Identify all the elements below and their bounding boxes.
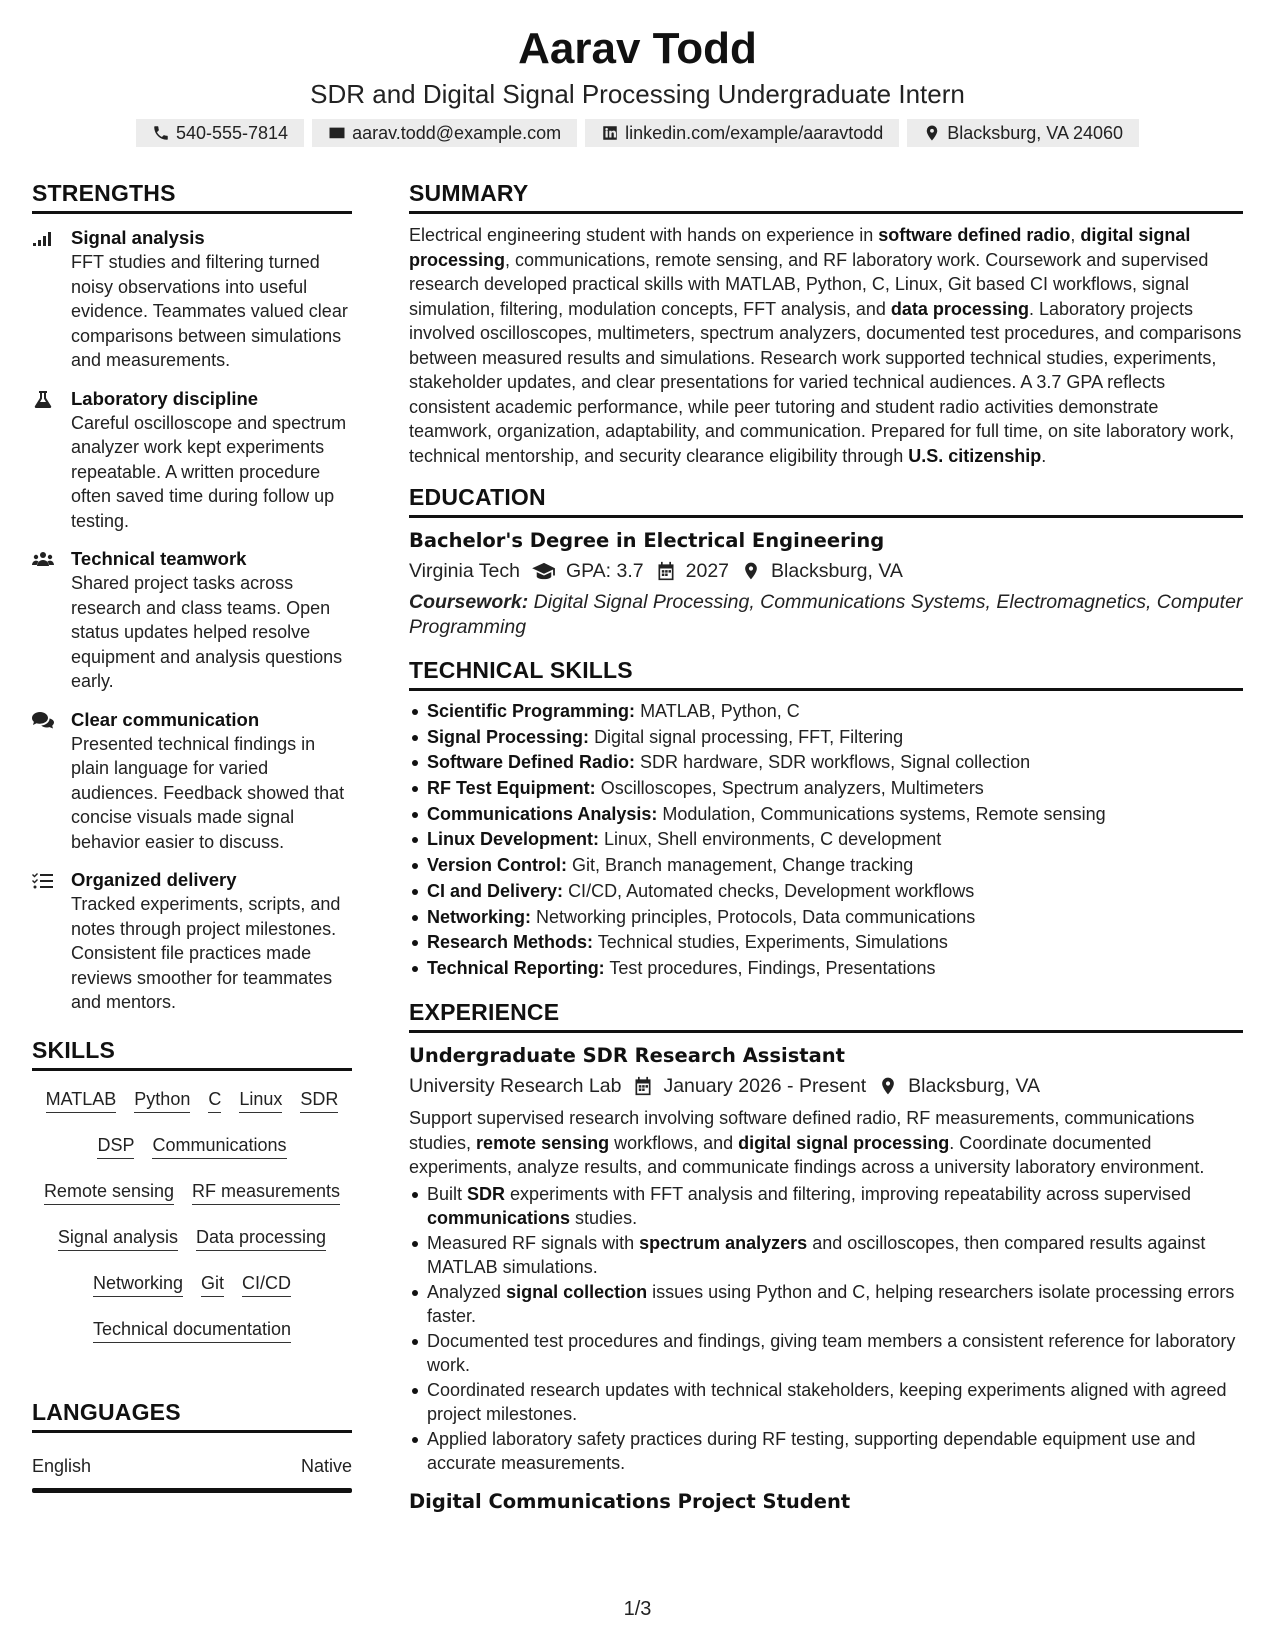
candidate-name: Aarav Todd <box>518 24 757 73</box>
technical-skill-item <box>409 879 1243 904</box>
skill-values: Oscilloscopes, Spectrum analyzers, Multimeters <box>600 778 984 799</box>
signal-bars-icon <box>32 229 54 247</box>
page-number: 1/3 <box>623 1598 652 1620</box>
coursework-list: Digital Signal Processing, Communications Systems, Electromagnetics, Computer Programming <box>409 591 1243 638</box>
skill-tag: SDR <box>300 1088 338 1113</box>
skill-values: Modulation, Communications systems, Remote sensing <box>662 803 1106 824</box>
skill-category: Technical Reporting: <box>427 957 605 978</box>
skill-values: Networking principles, Protocols, Data communications <box>536 906 976 927</box>
skill-tag: DSP <box>97 1134 134 1159</box>
contact-location <box>907 119 1139 147</box>
skill-category: Signal Processing: <box>427 726 590 747</box>
users-icon <box>32 550 54 568</box>
strength-title: Organized delivery <box>71 869 237 890</box>
email-text: aarav.todd@example.com <box>352 122 562 143</box>
skill-tag: Networking <box>93 1272 183 1297</box>
skill-values: Linux, Shell environments, C development <box>604 829 942 850</box>
skill-values: Technical studies, Experiments, Simulations <box>597 932 948 953</box>
technical-skill-item <box>409 750 1243 775</box>
language-level-bar <box>32 1488 352 1493</box>
technical-skills-section <box>409 655 1243 980</box>
job-title: Undergraduate SDR Research Assistant <box>409 1044 845 1068</box>
technical-skill-item <box>409 905 1243 930</box>
linkedin-text: linkedin.com/example/aaravtodd <box>625 122 884 143</box>
graduation-year: 2027 <box>685 560 730 582</box>
job-location: Blacksburg, VA <box>908 1075 1041 1098</box>
job-entry <box>409 1042 1243 1476</box>
map-pin-icon <box>923 124 941 142</box>
skill-tag: Python <box>134 1088 190 1113</box>
skill-values: Git, Branch management, Change tracking <box>572 855 914 876</box>
left-column <box>32 178 352 1493</box>
skill-tag: Communications <box>152 1134 286 1159</box>
school-name: Virginia Tech <box>409 560 520 582</box>
job-bullet: Analyzed signal collection issues using Python and C, helping researchers isolate processing errors faster. <box>409 1280 1243 1329</box>
right-column <box>409 178 1243 1516</box>
contact-bar <box>0 119 1275 147</box>
job-dates: January 2026 - Present <box>663 1075 867 1098</box>
technical-skill-item <box>409 930 1243 955</box>
job-meta <box>409 1071 1243 1101</box>
technical-skill-item <box>409 699 1243 724</box>
job-bullet: Applied laboratory safety practices during RF testing, supporting dependable equipment use and accurate measurements. <box>409 1427 1243 1476</box>
school-location: Blacksburg, VA <box>771 560 903 582</box>
comments-icon <box>32 711 54 729</box>
skill-tag: RF measurements <box>192 1180 340 1205</box>
skill-category: Networking: <box>427 906 532 927</box>
strength-description: FFT studies and filtering turned noisy observations into useful evidence. Teammates valued clear comparisons between simulations and measurements. <box>71 252 348 370</box>
languages-list <box>32 1455 352 1493</box>
technical-skill-item <box>409 725 1243 750</box>
linkedin-icon <box>601 124 619 142</box>
technical-skill-item <box>409 776 1243 801</box>
skill-tag: Remote sensing <box>44 1180 174 1205</box>
skill-category: Linux Development: <box>427 829 600 850</box>
contact-email <box>312 119 577 147</box>
job-bullet: Coordinated research updates with technical stakeholders, keeping experiments aligned with agreed project milestones. <box>409 1378 1243 1427</box>
job-bullets <box>409 1182 1243 1476</box>
skill-tag: Git <box>201 1272 224 1297</box>
skill-values: Digital signal processing, FFT, Filtering <box>594 726 904 747</box>
technical-skill-item <box>409 853 1243 878</box>
skill-tag: Linux <box>239 1088 282 1113</box>
resume-header <box>0 22 1275 147</box>
phone-text: 540-555-7814 <box>175 122 289 143</box>
language-row <box>32 1455 352 1477</box>
calendar-icon <box>656 561 676 581</box>
language-level: Native <box>300 1455 352 1476</box>
skill-category: Scientific Programming: <box>427 701 636 721</box>
section-title: SKILLS <box>32 1035 352 1071</box>
skill-values: MATLAB, Python, C <box>640 701 800 721</box>
job-bullet: Measured RF signals with spectrum analyzers and oscilloscopes, then compared results against MATLAB simulations. <box>409 1231 1243 1280</box>
strength-title: Technical teamwork <box>71 548 247 569</box>
skill-tag: Data processing <box>196 1226 326 1251</box>
skill-tag: CI/CD <box>242 1272 291 1297</box>
section-title: TECHNICAL SKILLS <box>409 655 1243 691</box>
section-title: STRENGTHS <box>32 178 352 214</box>
coursework-label: Coursework: <box>409 591 529 613</box>
skill-tag: MATLAB <box>46 1088 117 1113</box>
skill-tags <box>32 1088 352 1343</box>
strength-item <box>32 387 352 534</box>
degree-title: Bachelor's Degree in Electrical Engineering <box>409 529 885 552</box>
skill-values: SDR hardware, SDR workflows, Signal collection <box>640 752 1031 773</box>
education-section <box>409 482 1243 639</box>
section-title: EXPERIENCE <box>409 997 1243 1033</box>
job-description: Support supervised research involving software defined radio, RF measurements, communications studies, remote sensing workflows, and digital signal processing. Coordinate documented experiments, analyze results, and communicate findings across a university laboratory environment. <box>409 1108 1205 1178</box>
skill-category: Version Control: <box>427 855 568 876</box>
job-title: Digital Communications Project Student <box>409 1489 851 1513</box>
flask-icon <box>32 390 54 408</box>
skill-tag: Signal analysis <box>58 1226 178 1251</box>
candidate-role: SDR and Digital Signal Processing Undergraduate Intern <box>310 79 965 109</box>
strength-item <box>32 708 352 855</box>
experience-section <box>409 997 1243 1516</box>
skill-category: CI and Delivery: <box>427 880 564 901</box>
skill-category: Software Defined Radio: <box>427 752 636 773</box>
skill-category: Research Methods: <box>427 932 594 953</box>
skill-values: CI/CD, Automated checks, Development workflows <box>568 880 975 901</box>
coursework <box>409 590 1243 639</box>
strength-item <box>32 547 352 694</box>
strengths-list <box>32 226 352 1015</box>
languages-section <box>32 1397 352 1493</box>
contact-phone <box>136 119 304 147</box>
skills-section <box>32 1035 352 1343</box>
section-title: SUMMARY <box>409 178 1243 214</box>
skill-tag: Technical documentation <box>93 1318 291 1343</box>
job-bullet: Documented test procedures and findings, giving team members a consistent reference for laboratory work. <box>409 1329 1243 1378</box>
job-bullet: Built SDR experiments with FFT analysis and filtering, improving repeatability across supervised communications studies. <box>409 1182 1243 1231</box>
section-title: LANGUAGES <box>32 1397 352 1433</box>
contact-linkedin <box>585 119 899 147</box>
technical-skill-item <box>409 827 1243 852</box>
graduation-cap-icon <box>532 561 556 581</box>
strengths-section <box>32 178 352 1015</box>
checklist-icon <box>32 871 54 889</box>
skill-category: RF Test Equipment: <box>427 778 596 799</box>
envelope-icon <box>328 124 346 142</box>
strength-description: Presented technical findings in plain language for varied audiences. Feedback showed that concise visuals made signal behavior easier to discuss. <box>71 733 345 852</box>
education-meta <box>409 556 1243 586</box>
summary-section <box>409 178 1243 468</box>
strength-title: Signal analysis <box>71 227 205 248</box>
map-pin-icon <box>741 561 761 581</box>
location-text: Blacksburg, VA 24060 <box>947 122 1124 143</box>
strength-title: Clear communication <box>71 708 260 730</box>
skill-category: Communications Analysis: <box>427 803 658 824</box>
strength-description: Shared project tasks across research and class teams. Open status updates helped resolve equipment and analysis questions early. <box>71 573 343 691</box>
map-pin-icon <box>878 1076 898 1096</box>
job-organization: University Research Lab <box>409 1075 622 1098</box>
skill-values: Test procedures, Findings, Presentations <box>609 957 936 978</box>
calendar-icon <box>633 1076 653 1096</box>
skill-tag: C <box>208 1088 221 1113</box>
language-name: English <box>32 1455 92 1476</box>
strength-description: Tracked experiments, scripts, and notes through project milestones. Consistent file practices made reviews smoother for teammates and mentors. <box>71 894 341 1012</box>
section-title: EDUCATION <box>409 482 1243 518</box>
technical-skill-item <box>409 802 1243 827</box>
summary-text: Electrical engineering student with hands on experience in software defined radio, digital signal processing, communications, remote sensing, and RF laboratory work. Coursework and supervised research developed practical skills with MATLAB, Python, C, Linux, Git based CI workflows, signal simulation, filtering, modulation concepts, FFT analysis, and data processing. Laboratory projects involved oscilloscopes, multimeters, spectrum analyzers, documented test procedures, and comparisons between measured results and simulations. Research work supported technical studies, experiments, stakeholder updates, and clear presentations for varied technical audiences. A 3.7 GPA reflects consistent academic performance, while peer tutoring and student radio activities demonstrate teamwork, organization, adaptability, and communication. Prepared for full time, on site laboratory work, technical mentorship, and security clearance eligibility through U.S. citizenship. <box>409 225 1242 466</box>
technical-skills-list <box>409 699 1243 980</box>
strength-item <box>32 868 352 1015</box>
technical-skill-item <box>409 956 1243 981</box>
strength-title: Laboratory discipline <box>71 387 259 409</box>
strength-item <box>32 226 352 373</box>
strength-description: Careful oscilloscope and spectrum analyzer work kept experiments repeatable. A written procedure often saved time during follow up testing. <box>71 412 347 531</box>
gpa-text: GPA: 3.7 <box>565 560 644 582</box>
phone-icon <box>152 124 170 142</box>
